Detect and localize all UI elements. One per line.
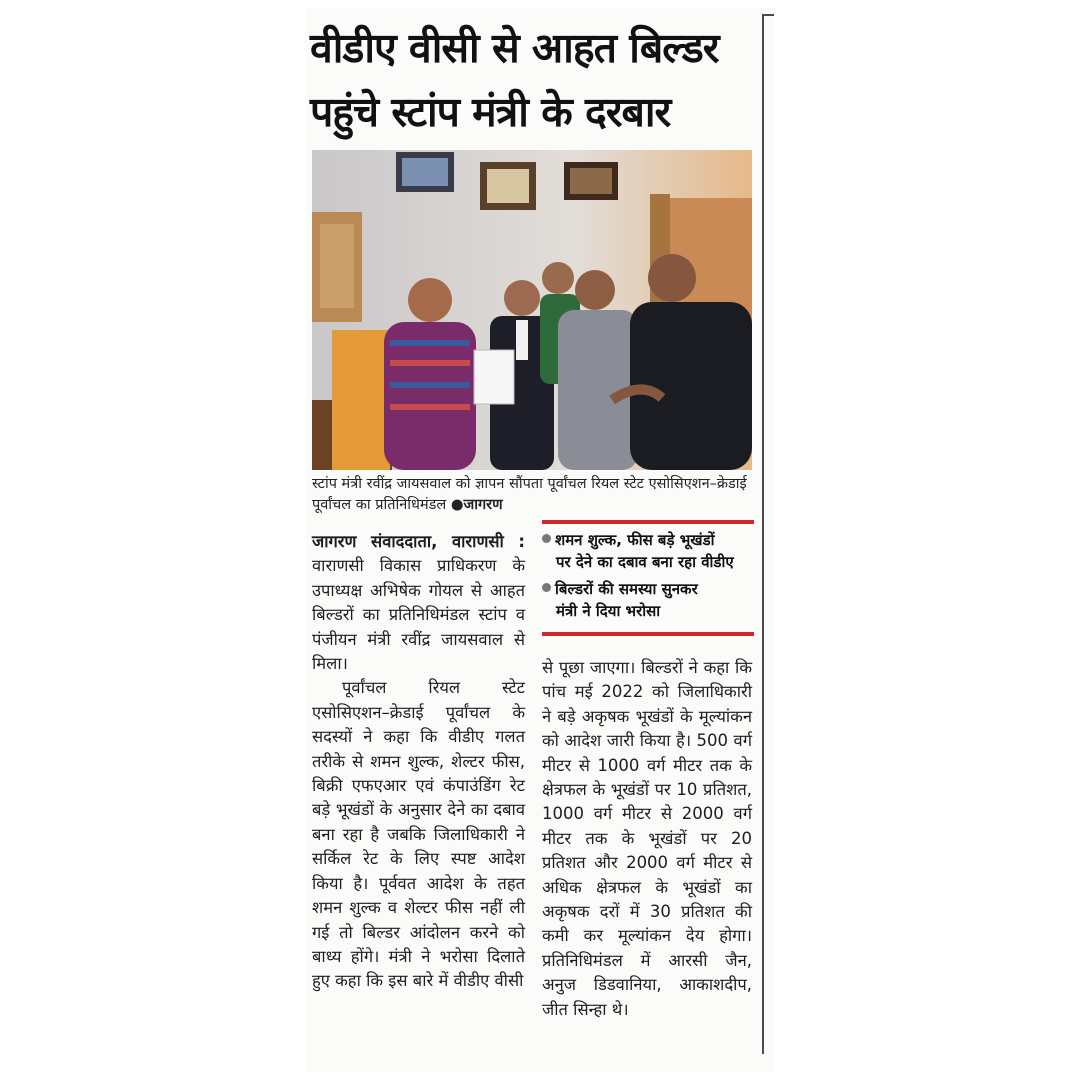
photo-credit: ●जागरण: [450, 497, 503, 513]
highlights-top-rule: [542, 520, 754, 524]
paragraph-2: पूर्वांचल रियल स्टेट एसोसिएशन–क्रेडाई पूर्वांचल के सदस्यों ने कहा कि वीडीए गलत तरीके से शमन शुल्क, शेल्टर फीस, बिक्री एफएआर एवं कंपाउंडिंग रेट बड़े भूखंडों के अनुसार देने का दबाव बना रहा है जबकि जिलाधिकारी ने सर्किल रेट के लिए स्पष्ट आदेश किया है। पूर्ववत आदेश के तहत शमन शुल्क व शेल्टर फीस नहीं ली गई तो बिल्डर आंदोलन करने को बाध्य होंगे। मंत्री ने भरोसा दिलाते हुए कहा कि इस बारे में वीडीए वीसी: [312, 678, 525, 991]
column-rule-tick: [762, 14, 774, 16]
news-photo: [312, 150, 752, 470]
headline: [310, 16, 760, 144]
highlights-box: [542, 520, 754, 636]
byline: जागरण संवाददाता, वाराणसी :: [312, 532, 525, 551]
article-column-left: [312, 530, 525, 994]
headline-line-1: वीडीए वीसी से आहत बिल्डर: [310, 24, 719, 72]
highlight-item: बिल्डरों की समस्या सुनकर मंत्री ने दिया भरोसा: [542, 579, 754, 622]
paragraph-3: से पूछा जाएगा। बिल्डरों ने कहा कि पांच मई 2022 को जिलाधिकारी ने बड़े अकृषक भूखंडों के मूल्यांकन को आदेश जारी किया है। 500 वर्ग मीटर से 1000 वर्ग मीटर तक के क्षेत्रफल के भूखंडों पर 10 प्रतिशत, 1000 वर्ग मीटर से 2000 वर्ग मीटर तक के भूखंडों पर 20 प्रतिशत और 2000 वर्ग मीटर से अधिक क्षेत्रफल के भूखंडों का अकृषक दरों में 30 प्रतिशत की कमी कर मूल्यांकन देय होगा। प्रतिनिधिमंडल में आरसी जैन, अनुज डिडवानिया, आकाशदीप, जीत सिन्हा थे।: [542, 658, 752, 1019]
photo-caption: [312, 474, 756, 516]
highlights-bottom-rule: [542, 632, 754, 636]
paragraph-1: वाराणसी विकास प्राधिकरण के उपाध्यक्ष अभिषेक गोयल से आहत बिल्डरों का प्रतिनिधिमंडल स्टांप व पंजीयन मंत्री रवींद्र जायसवाल से मिला।: [312, 556, 525, 674]
headline-line-2: पहुंचे स्टांप मंत्री के दरबार: [310, 88, 671, 136]
caption-text: स्टांप मंत्री रवींद्र जायसवाल को ज्ञापन सौंपता पूर्वांचल रियल स्टेट एसोसिएशन–क्रेडाई पूर्वांचल का प्रतिनिधिमंडल: [312, 476, 747, 513]
column-rule: [762, 14, 764, 1054]
bullet-icon: [542, 534, 551, 543]
article-column-right: [542, 656, 752, 1022]
bullet-icon: [542, 583, 551, 592]
photo-illustration: [312, 150, 752, 470]
highlight-item: शमन शुल्क, फीस बड़े भूखंडों पर देने का दबाव बना रहा वीडीए: [542, 530, 754, 573]
